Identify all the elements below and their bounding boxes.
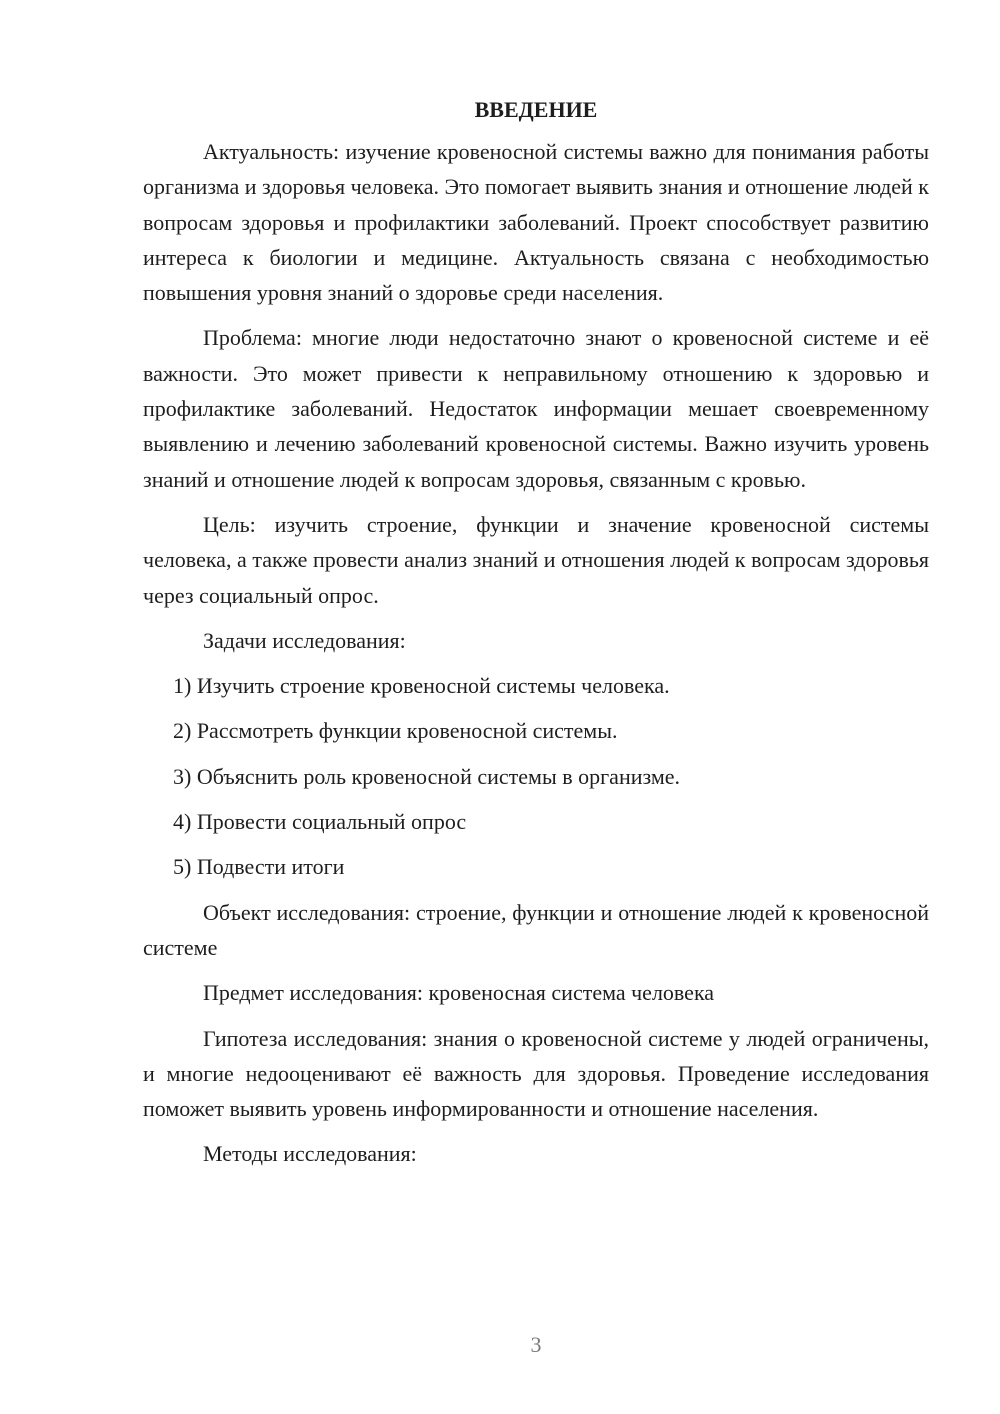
tasks-list	[143, 668, 929, 884]
paragraph-problem: Проблема: многие люди недостаточно знают о кровеносной системе и её важности. Это может привести к неправильному отношению к здоровью и профилактике заболеваний. Недостаток информации мешает своевременному выявлению и лечению заболеваний кровеносной системы. Важно изучить уровень знаний и отношение людей к вопросам здоровья, связанным с кровью.	[143, 325, 929, 492]
list-item: 5) Подвести итоги	[173, 854, 345, 880]
paragraph-object: Объект исследования: строение, функции и отношение людей к кровеносной системе	[143, 899, 929, 960]
paragraph-hypothesis: Гипотеза исследования: знания о кровеносной системе у людей ограничены, и многие недооценивают её важность для здоровья. Проведение исследования поможет выявить уровень информированности и отношение населения.	[143, 1025, 929, 1122]
page-number: 3	[530, 1332, 542, 1357]
page-title: ВВЕДЕНИЕ	[474, 97, 598, 122]
page-content	[143, 92, 929, 1182]
list-item: 4) Провести социальный опрос	[173, 809, 467, 835]
paragraph-goal: Цель: изучить строение, функции и значение кровеносной системы человека, а также провести анализ знаний и отношения людей к вопросам здоровья через социальный опрос.	[143, 511, 929, 608]
paragraph-subject: Предмет исследования: кровеносная система человека	[203, 980, 715, 1006]
list-item: 1) Изучить строение кровеносной системы человека.	[173, 673, 670, 699]
tasks-heading: Задачи исследования:	[203, 627, 406, 653]
methods-heading: Методы исследования:	[203, 1141, 417, 1167]
list-item: 2) Рассмотреть функции кровеносной системы.	[173, 718, 618, 744]
list-item: 3) Объяснить роль кровеносной системы в организме.	[173, 763, 681, 789]
paragraph-relevance: Актуальность: изучение кровеносной системы важно для понимания работы организма и здоровья человека. Это помогает выявить знания и отношение людей к вопросам здоровья и профилактики заболеваний. Проект способствует развитию интереса к биологии и медицине. Актуальность связана с необходимостью повышения уровня знаний о здоровье среди населения.	[143, 139, 929, 306]
